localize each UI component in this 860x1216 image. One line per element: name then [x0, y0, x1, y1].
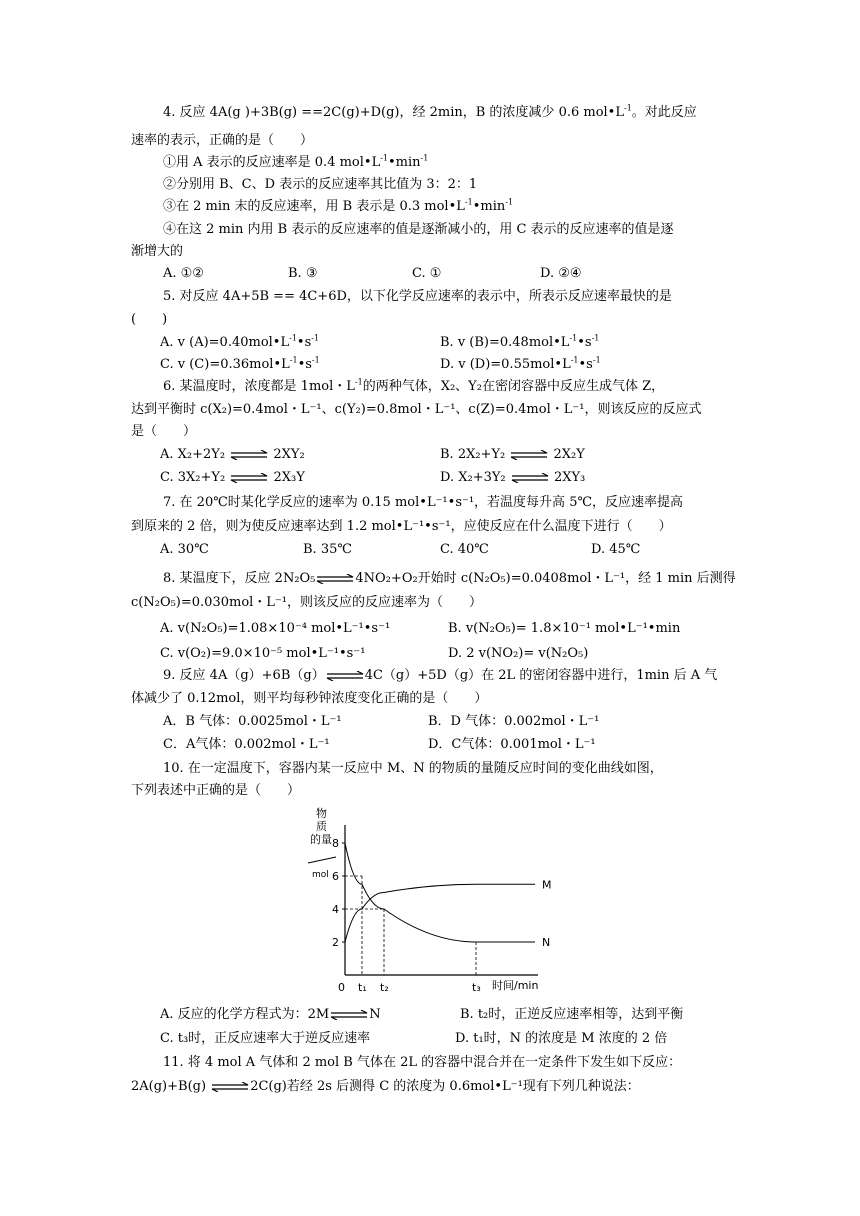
- q10-stem-line2: 下列表述中正确的是（ ）: [131, 783, 301, 798]
- equilibrium-arrow-icon: [509, 450, 549, 460]
- y-tick-2: 2: [332, 936, 339, 949]
- q4-statement-2: ②分别用 B、C、D 表示的反应速率其比值为 3：2：1: [163, 177, 478, 192]
- q7-stem-line1: 7. 在 20℃时某化学反应的速率为 0.15 mol•L⁻¹•s⁻¹，若温度每升高 5℃，反应速率提高: [163, 495, 684, 510]
- q7-option-a[interactable]: A. 30℃: [160, 542, 209, 557]
- q6-stem-line2: 达到平衡时 c(X₂)=0.4mol・L⁻¹、c(Y₂)=0.8mol・L⁻¹、c(Z)=0.4mol・L⁻¹，则该反应的反应式: [131, 402, 702, 417]
- q4-statement-4a: ④在这 2 min 内用 B 表示的反应速率的值是逐渐减小的，用 C 表示的反应速率的值是逐: [163, 222, 674, 237]
- equilibrium-arrow-icon: [325, 671, 365, 681]
- q10-option-d[interactable]: D. t₁时，N 的浓度是 M 浓度的 2 倍: [455, 1031, 668, 1046]
- q5-stem: 5. 对反应 4A+5B == 4C+6D，以下化学反应速率的表示中，所表示反应速率最快的是: [163, 289, 672, 304]
- q5-option-a[interactable]: A. v $(A)=0.40mol•L^{-1}•s^{-1}$: [160, 333, 320, 350]
- series-m-label: M: [542, 878, 552, 892]
- q6-option-c[interactable]: C. 3X₂+Y₂ 2X₃Y: [160, 470, 305, 485]
- q7-option-d[interactable]: D. 45℃: [591, 542, 641, 557]
- q8-option-b[interactable]: B. v(N₂O₅)= 1.8×10⁻¹ mol•L⁻¹•min: [448, 621, 681, 636]
- q8-stem-line2: c(N₂O₅)=0.030mol・L⁻¹，则该反应的反应速率为（ ）: [131, 595, 483, 610]
- equilibrium-arrow-icon: [229, 473, 269, 483]
- x-tick-3: t₃: [472, 981, 481, 994]
- equilibrium-arrow-icon: [510, 473, 550, 483]
- q9-option-c[interactable]: C．A气体：0.002mol・L⁻¹: [163, 737, 330, 752]
- q4-option-d[interactable]: D. ②④: [540, 266, 582, 281]
- series-n-line: [345, 843, 535, 942]
- q4-statement-4b: 渐增大的: [131, 244, 184, 259]
- y-tick-6: 6: [332, 870, 339, 883]
- y-tick-8: 8: [332, 837, 339, 850]
- q7-option-b[interactable]: B. 35℃: [303, 542, 352, 557]
- q7-option-c[interactable]: C. 40℃: [440, 542, 489, 557]
- q4-option-b[interactable]: B. ③: [288, 266, 318, 281]
- y-axis-label-2: 质: [316, 820, 327, 833]
- q11-stem-line2: 2A(g)+B(g) 2C(g)若经 2s 后测得 C 的浓度为 0.6mol•L⁻¹现有下列几种说法：: [131, 1079, 640, 1094]
- y-axis-label-3: 的量: [310, 833, 332, 846]
- equilibrium-arrow-icon: [315, 574, 355, 584]
- q4-statement-1: ①用 A 表示的反应速率是 0.4 $mol•L^{-1}•\min^{-1}$: [163, 153, 429, 170]
- q9-option-b[interactable]: B．D 气体：0.002mol・L⁻¹: [428, 714, 600, 729]
- x-tick-1: t₁: [358, 981, 367, 994]
- equilibrium-arrow-icon: [329, 1010, 369, 1020]
- q4-stem-line2: 速率的表示，正确的是（ ）: [131, 133, 314, 148]
- q9-stem-line1: 9. 反应 4A（g）+6B（g） 4C（g）+5D（g）在 2L 的密闭容器中进行，1min 后 A 气: [163, 668, 718, 683]
- y-axis-label-1: 物: [316, 807, 327, 820]
- q10-option-a[interactable]: A. 反应的化学方程式为：2M N: [160, 1007, 381, 1022]
- q8-option-c[interactable]: C. v(O₂)=9.0×10⁻⁵ mol•L⁻¹•s⁻¹: [160, 646, 366, 661]
- q8-option-a[interactable]: A. v(N₂O₅)=1.08×10⁻⁴ mol•L⁻¹•s⁻¹: [160, 621, 391, 636]
- equilibrium-arrow-icon: [229, 450, 269, 460]
- equilibrium-arrow-icon: [210, 1082, 250, 1092]
- q9-stem-line2: 体减少了 0.12mol，则平均每秒钟浓度变化正确的是（ ）: [131, 691, 488, 706]
- series-m-line: [345, 884, 535, 942]
- mole-vs-time-graph: [300, 805, 560, 1000]
- q6-option-b[interactable]: B. 2X₂+Y₂ 2X₂Y: [440, 447, 585, 462]
- q7-stem-line2: 到原来的 2 倍，则为使反应速率达到 1.2 mol•L⁻¹•s⁻¹，应使反应在什么温度下进行（ ）: [131, 519, 672, 534]
- q6-stem-line3: 是（ ）: [131, 424, 197, 439]
- y-tick-4: 4: [332, 903, 339, 916]
- q8-stem-line1: 8. 某温度下，反应 2N₂O₅ 4NO₂+O₂开始时 c(N₂O₅)=0.0408mol・L⁻¹，经 1 min 后测得: [163, 571, 736, 586]
- q5-option-c[interactable]: C. v $(C)=0.36mol•L^{-1}•s^{-1}$: [160, 355, 320, 372]
- q4-stem-line1: 4. 反应 4A(g )+3B(g) ==2C(g)+D(g)，经 2min，B 的浓度减少 0.6 $mol•L^{-1}$。对此反应: [163, 103, 697, 120]
- x-axis-label: 时间/min: [492, 979, 539, 992]
- q4-option-a[interactable]: A. ①②: [163, 266, 204, 281]
- q9-option-a[interactable]: A．B 气体：0.0025mol・L⁻¹: [163, 714, 342, 729]
- x-tick-0: 0: [338, 981, 345, 994]
- q4-statement-3: ③在 2 min 末的反应速率，用 B 表示是 0.3 $mol•L^{-1}•\min^{-1}$: [163, 197, 514, 214]
- series-n-label: N: [542, 936, 551, 949]
- q5-option-d[interactable]: D. v $(D)=0.55mol•L^{-1}•s^{-1}$: [440, 355, 601, 372]
- q8-option-d[interactable]: D. 2 v(NO₂)= v(N₂O₅): [448, 646, 589, 661]
- q6-stem-line1: 6. 某温度时，浓度都是 1mol・$L^{-1}$的两种气体，X₂、Y₂在密闭容器中反应生成气体 Z，: [163, 377, 665, 394]
- y-label-slash: [308, 857, 336, 863]
- q5-option-b[interactable]: B. v $(B)=0.48mol•L^{-1}•s^{-1}$: [440, 333, 600, 350]
- y-axis-unit: mol: [312, 870, 329, 880]
- q10-stem-line1: 10. 在一定温度下，容器内某一反应中 M、N 的物质的量随反应时间的变化曲线如图，: [163, 761, 663, 776]
- x-tick-2: t₂: [380, 981, 389, 994]
- q9-option-d[interactable]: D．C气体：0.001mol・L⁻¹: [428, 737, 596, 752]
- q10-option-c[interactable]: C. t₃时，正反应速率大于逆反应速率: [160, 1031, 371, 1046]
- q10-option-b[interactable]: B. t₂时，正逆反应速率相等，达到平衡: [460, 1007, 684, 1022]
- q6-option-d[interactable]: D. X₂+3Y₂ 2XY₃: [440, 470, 586, 485]
- q5-stem2: ( ): [131, 312, 168, 327]
- q11-stem-line1: 11. 将 4 mol A 气体和 2 mol B 气体在 2L 的容器中混合并在一定条件下发生如下反应：: [163, 1055, 682, 1070]
- q6-option-a[interactable]: A. X₂+2Y₂ 2XY₂: [160, 447, 305, 462]
- q4-option-c[interactable]: C. ①: [412, 266, 442, 281]
